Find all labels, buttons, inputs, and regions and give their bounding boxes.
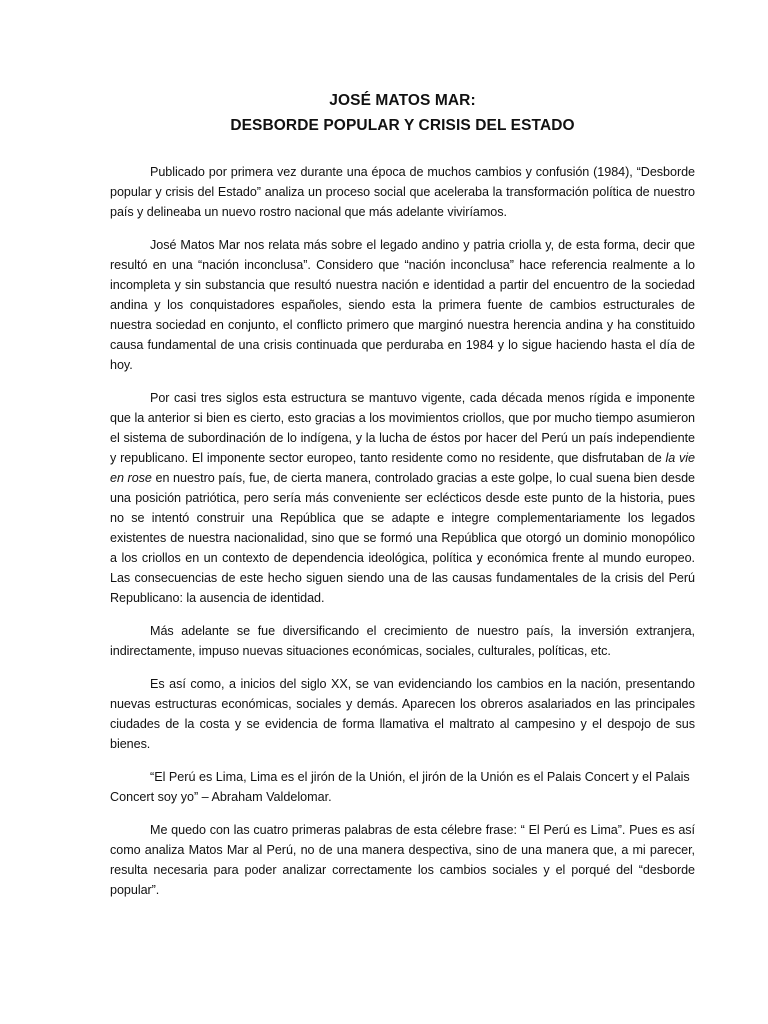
- paragraph-4: Más adelante se fue diversificando el crecimiento de nuestro país, la inversión extranjera, indirectamente, impuso nuevas situaciones económicas, sociales, culturales, políticas, etc.: [110, 624, 695, 658]
- paragraph-3-text-b: en nuestro país, fue, de cierta manera, controlado gracias a este golpe, lo cual suena bien desde una posición patriótica, pero sería más conveniente ser eclécticos desde este punto de la historia, pues no se intentó construir una República que se adapte e integre complementariamente los legados existentes de nuestra nacionalidad, sino que se formó una República que otorgó un dominio monopólico a los criollos en un contexto de dependencia ideológica, política y económica frente al mundo europeo. Las consecuencias de este hecho siguen siendo una de las causas fundamentales de la crisis del Perú Republicano: la ausencia de identidad.: [110, 471, 696, 605]
- paragraph-5: Es así como, a inicios del siglo XX, se van evidenciando los cambios en la nación, presentando nuevas estructuras económicas, sociales y demás. Aparecen los obreros asalariados en las principales ciudades de la costa y se evidencia de forma llamativa el maltrato al campesino y el despojo de sus bienes.: [110, 677, 695, 751]
- paragraph-2: José Matos Mar nos relata más sobre el legado andino y patria criolla y, de esta forma, decir que resultó en una “nación inconclusa”. Considero que “nación inconclusa” hace referencia realmente a lo incompleta y sin substancia que resultó nuestra nación e identidad a partir del encuentro de la sociedad andina y los conquistadores españoles, siendo esta la primera fuente de cambios estructurales de nuestra sociedad en conjunto, el conflicto primero que marginó nuestra herencia andina y ha constituido causa fundamental de una crisis continuada que perduraba en 1984 y lo sigue haciendo hasta el día de hoy.: [110, 238, 695, 372]
- paragraph-3: [110, 388, 695, 608]
- title-line-1: JOSÉ MATOS MAR:: [329, 92, 476, 109]
- document-title: [110, 88, 695, 138]
- quote-paragraph: “El Perú es Lima, Lima es el jirón de la Unión, el jirón de la Unión es el Palais Concert y el Palais Concert soy yo” – Abraham Valdelomar.: [110, 770, 690, 804]
- paragraph-3-text-a: Por casi tres siglos esta estructura se mantuvo vigente, cada década menos rígida e imponente que la anterior si bien es cierto, esto gracias a los movimientos criollos, que por mucho tiempo asumieron el sistema de subordinación de lo indígena, y la lucha de éstos por hacer del Perú un país independiente y republicano. El imponente sector europeo, tanto residente como no residente, que disfrutaban de: [110, 391, 695, 465]
- paragraph-3-italic: la vie en rose: [110, 451, 695, 485]
- title-line-2: DESBORDE POPULAR Y CRISIS DEL ESTADO: [230, 117, 575, 134]
- paragraph-1: Publicado por primera vez durante una época de muchos cambios y confusión (1984), “Desborde popular y crisis del Estado” analiza un proceso social que aceleraba la transformación política de nuestro país y delineaba un nuevo rostro nacional que más adelante viviríamos.: [110, 165, 695, 219]
- paragraph-7: Me quedo con las cuatro primeras palabras de esta célebre frase: “ El Perú es Lima”. Pues es así como analiza Matos Mar al Perú, no de una manera despectiva, sino de una manera que, a mi parecer, resulta necesaria para poder analizar correctamente los cambios sociales y el porqué del “desborde popular”.: [110, 823, 695, 897]
